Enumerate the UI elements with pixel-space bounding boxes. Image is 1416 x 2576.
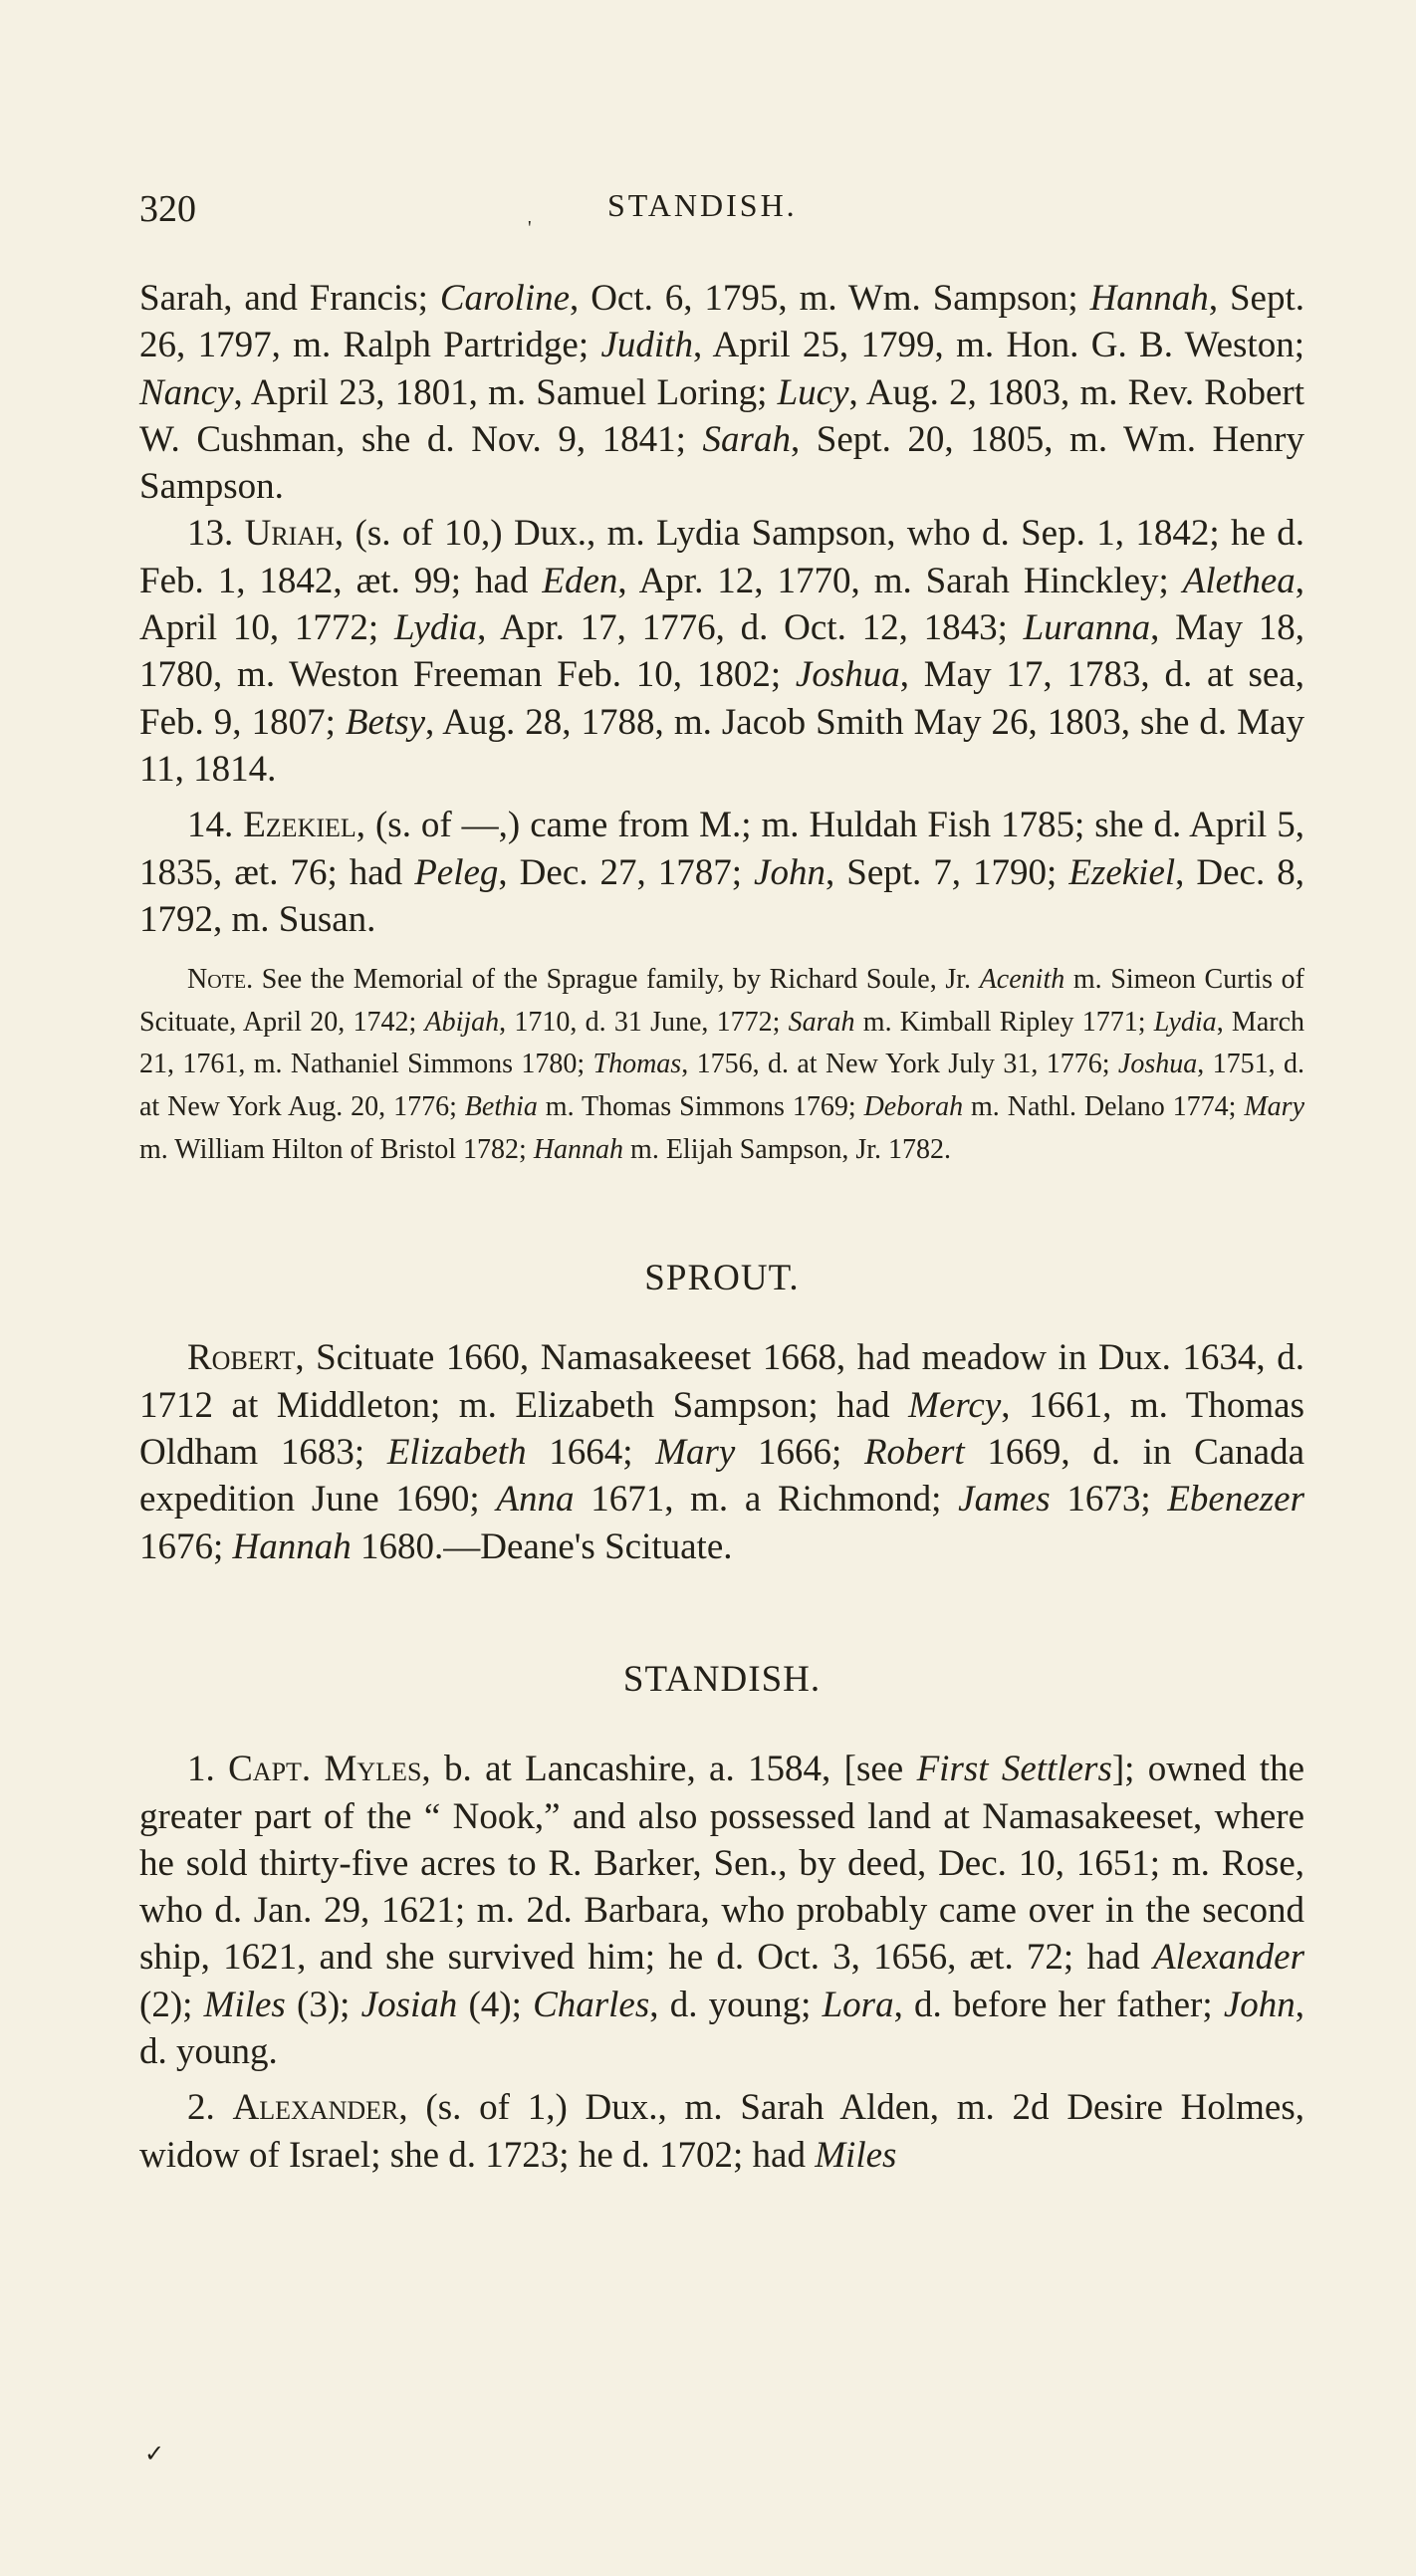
sprague-note: Note. See the Memorial of the Sprague family, by Richard Soule, Jr. Acenith m. Simeon Curtis of Scituate, April 20, 1742; Abijah, 1710, d. 31 June, 1772; Sarah m. Kimball Ripley 1771; Lydia, March 21, 1761, m. Nathaniel Simmons 1780; Thomas, 1756, d. at New York July 31, 1776; Joshua, 1751, d. at New York Aug. 20, 1776; Bethia m. Thomas Simmons 1769; Deborah m. Nathl. Delano 1774; Mary m. William Hilton of Bristol 1782; Hannah m. Elijah Sampson, Jr. 1782. — [139, 964, 1305, 1165]
entry-1-myles: 1. Capt. Myles, b. at Lancashire, a. 1584, [see First Settlers]; owned the greater part of the “ Nook,” and also possessed land at Namasakeeset, where he sold thirty-five acres to R. Barker, Sen., by deed, Dec. 10, 1651; m. Rose, who d. Jan. 29, 1621; m. 2d. Barbara, who probably came over in the second ship, 1621, and she survived him; he d. Oct. 3, 1656, æt. 72; had Alexander (2); Miles (3); Josiah (4); Charles, d. young; Lora, d. before her father; John, d. young. — [139, 1749, 1305, 2072]
pencil-check-mark: ✓ — [144, 2442, 165, 2467]
entry-name: Robert — [187, 1337, 296, 1379]
entry-2-alexander: 2. Alexander, (s. of 1,) Dux., m. Sarah Alden, m. 2d Desire Holmes, widow of Israel; she d. 1723; he d. 1702; had Miles — [139, 2087, 1305, 2176]
section-heading-standish: STANDISH. — [622, 1658, 822, 1700]
page-body — [139, 275, 1304, 2179]
entry-14-ezekiel: 14. Ezekiel, (s. of —,) came from M.; m. Huldah Fish 1785; she d. April 5, 1835, æt. 76; had Peleg, Dec. 27, 1787; John, Sept. 7, 1790; Ezekiel, Dec. 8, 1792, m. Susan. — [139, 805, 1304, 940]
page-number: 320 — [139, 188, 196, 230]
header-tick-mark: ' — [528, 217, 532, 239]
entry-name: Ezekiel — [243, 805, 356, 846]
entry-sprout-robert: Robert, Scituate 1660, Namasakeeset 1668, had meadow in Dux. 1634, d. 1712 at Middleton; m. Elizabeth Sampson; had Mercy, 1661, m. Thomas Oldham 1683; Elizabeth 1664; Mary 1666; Robert 1669, d. in Canada expedition June 1690; Anna 1671, m. a Richmond; James 1673; Ebenezer 1676; Hannah 1680.—Deane's Scituate. — [139, 1337, 1305, 1567]
entry-name: Alexander — [232, 2087, 399, 2129]
note-label: Note. — [187, 964, 254, 996]
section-heading-sprout: SPROUT. — [644, 1258, 800, 1299]
entry-name: Capt. Myles — [228, 1749, 422, 1790]
entry-name: Uriah — [244, 513, 335, 555]
continued-paragraph: Sarah, and Francis; Caroline, Oct. 6, 1795, m. Wm. Sampson; Hannah, Sept. 26, 1797, m. Ralph Partridge; Judith, April 25, 1799, m. Hon. G. B. Weston; Nancy, April 23, 1801, m. Samuel Loring; Lucy, Aug. 2, 1803, m. Rev. Robert W. Cushman, she d. Nov. 9, 1841; Sarah, Sept. 20, 1805, m. Wm. Henry Sampson. — [139, 278, 1304, 508]
page-header — [139, 187, 1285, 239]
entry-13-uriah: 13. Uriah, (s. of 10,) Dux., m. Lydia Sampson, who d. Sep. 1, 1842; he d. Feb. 1, 1842, æt. 99; had Eden, Apr. 12, 1770, m. Sarah Hinckley; Alethea, April 10, 1772; Lydia, Apr. 17, 1776, d. Oct. 12, 1843; Luranna, May 18, 1780, m. Weston Freeman Feb. 10, 1802; Joshua, May 17, 1783, d. at sea, Feb. 9, 1807; Betsy, Aug. 28, 1788, m. Jacob Smith May 26, 1803, she d. May 11, 1814. — [139, 513, 1305, 790]
running-title: STANDISH. — [607, 187, 798, 223]
